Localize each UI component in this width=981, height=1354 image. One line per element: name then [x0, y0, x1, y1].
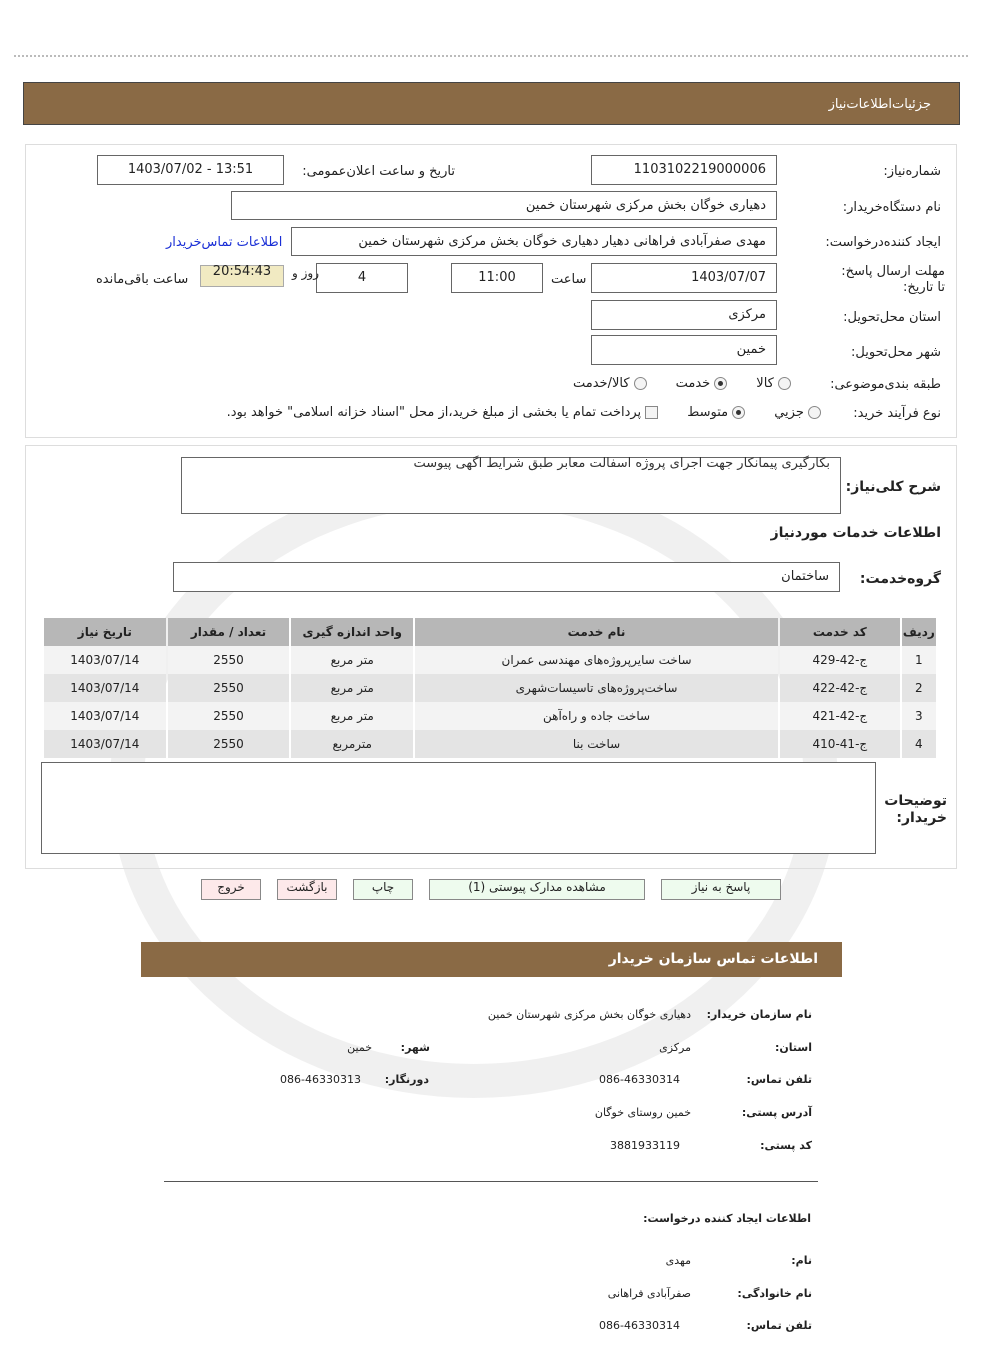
- cell-code: ج-41-410: [780, 730, 900, 758]
- col-row: ردیف: [902, 618, 936, 646]
- creator-family-label: نام خانوادگی:: [737, 1287, 812, 1300]
- creator-field: مهدی صفرآبادی فراهانی دهیار دهیاری خوگان بخش مرکزی شهرستان خمین: [291, 227, 777, 256]
- cell-name: ساخت سایرپروژه‌های مهندسی عمران: [415, 646, 778, 674]
- process-option-medium[interactable]: متوسط: [687, 405, 745, 420]
- service-group-label: گروه‌خدمت:: [859, 571, 941, 587]
- cell-qty: 2550: [168, 702, 290, 730]
- cell-name: ساخت بنا: [415, 730, 778, 758]
- cell-unit: متر مربع: [291, 646, 413, 674]
- contact-city-value: خمین: [347, 1041, 372, 1054]
- contact-org-value: دهیاری خوگان بخش مرکزی شهرستان خمین: [487, 1008, 691, 1021]
- contact-buyer-link[interactable]: اطلاعات تماس‌خریدار: [166, 235, 283, 250]
- cell-name: ساخت جاده و راه‌آهن: [415, 702, 778, 730]
- cell-unit: متر مربع: [291, 702, 413, 730]
- deadline-date-field: 1403/07/07: [591, 263, 777, 293]
- cell-qty: 2550: [168, 730, 290, 758]
- buyer-org-field: دهیاری خوگان بخش مرکزی شهرستان خمین: [231, 191, 777, 220]
- cell-code: ج-42-422: [780, 674, 900, 702]
- contact-fax-value: 086-46330313: [280, 1073, 361, 1086]
- table-header-row: [44, 618, 936, 646]
- radio-medium[interactable]: [732, 406, 745, 419]
- creator-name-value: مهدی: [665, 1254, 691, 1267]
- contact-province-value: مرکزی: [659, 1041, 691, 1054]
- creator-phone-label: تلفن تماس:: [746, 1319, 812, 1332]
- cell-row: 4: [902, 730, 936, 758]
- cell-code: ج-42-429: [780, 646, 900, 674]
- contact-phone-label: تلفن تماس:: [746, 1073, 812, 1086]
- contact-fax-label: دورنگار:: [384, 1073, 429, 1086]
- cell-date: 1403/07/14: [44, 646, 166, 674]
- contact-address-label: آدرس پستی:: [741, 1106, 812, 1119]
- contact-title: اطلاعات تماس سازمان خریدار: [608, 951, 818, 967]
- print-button[interactable]: چاپ: [353, 879, 413, 900]
- page-header: [23, 82, 960, 125]
- treasury-checkbox[interactable]: [645, 406, 658, 419]
- remaining-label: ساعت باقی‌مانده: [96, 272, 189, 287]
- cell-row: 1: [902, 646, 936, 674]
- category-options: [573, 376, 791, 391]
- exit-button[interactable]: خروج: [201, 879, 261, 900]
- days-label: روز و: [292, 266, 319, 280]
- deadline-time-label: ساعت: [551, 272, 587, 287]
- col-unit: واحد اندازه گیری: [291, 618, 413, 646]
- buyer-notes-field: [41, 762, 876, 854]
- deadline-label: مهلت ارسال پاسخ: تا تاریخ:: [841, 264, 945, 295]
- buyer-notes-label: توضیحات خریدار:: [884, 793, 947, 826]
- process-options: [227, 405, 821, 420]
- payment-note: پرداخت تمام یا بخشی از مبلغ خرید،از محل "اسناد خزانه اسلامی" خواهد بود.: [226, 405, 642, 420]
- service-group-field: ساختمان: [173, 562, 840, 592]
- contact-header: [141, 942, 842, 977]
- page-title: جزئیات‌اطلاعات‌نیاز: [828, 97, 931, 112]
- contact-phone-value: 086-46330314: [599, 1073, 680, 1086]
- contact-province-label: استان:: [775, 1041, 812, 1054]
- creator-section-title: اطلاعات ایجاد کننده درخواست:: [643, 1212, 811, 1225]
- col-name: نام خدمت: [415, 618, 778, 646]
- remaining-time-field: 20:54:43: [200, 265, 284, 287]
- table-row: [44, 730, 936, 758]
- radio-goods[interactable]: [778, 377, 791, 390]
- col-date: تاریخ نیاز: [44, 618, 166, 646]
- creator-phone-value: 086-46330314: [599, 1319, 680, 1332]
- cell-row: 3: [902, 702, 936, 730]
- category-option-service[interactable]: خدمت: [676, 376, 728, 391]
- table-row: [44, 646, 936, 674]
- cell-code: ج-42-421: [780, 702, 900, 730]
- buyer-org-label: نام دستگاه‌خریدار:: [842, 200, 941, 215]
- creator-name-label: نام:: [791, 1254, 812, 1267]
- description-label: شرح کلی‌نیاز:: [845, 479, 941, 495]
- radio-both[interactable]: [634, 377, 647, 390]
- col-qty: تعداد / مقدار: [168, 618, 290, 646]
- description-field: بکارگیری پیمانکار جهت اجرای پروژه اسفالت معابر طبق شرایط اگهی پیوست: [181, 457, 841, 514]
- contact-postal-value: 3881933119: [610, 1139, 680, 1152]
- cell-name: ساخت‌پروژه‌های تاسیسات‌شهری: [415, 674, 778, 702]
- cell-row: 2: [902, 674, 936, 702]
- announce-label: تاریخ و ساعت اعلان‌عمومی:: [302, 164, 455, 179]
- cell-qty: 2550: [168, 674, 290, 702]
- services-table: [42, 618, 938, 758]
- city-field: خمین: [591, 335, 777, 365]
- announce-field: 1403/07/02 - 13:51: [97, 155, 284, 185]
- top-divider: [14, 55, 968, 57]
- creator-family-value: صفرآبادی فراهانی: [607, 1287, 691, 1300]
- city-label: شهر محل‌تحویل:: [851, 345, 941, 360]
- table-row: [44, 702, 936, 730]
- province-field: مرکزی: [591, 300, 777, 330]
- cell-qty: 2550: [168, 646, 290, 674]
- col-code: کد خدمت: [780, 618, 900, 646]
- cell-unit: متر مربع: [291, 674, 413, 702]
- cell-unit: مترمربع: [291, 730, 413, 758]
- need-number-label: شماره‌نیاز:: [883, 164, 941, 179]
- contact-city-label: شهر:: [400, 1041, 430, 1054]
- radio-service[interactable]: [714, 377, 727, 390]
- cell-date: 1403/07/14: [44, 702, 166, 730]
- contact-org-label: نام سازمان خریدار:: [706, 1008, 812, 1021]
- cell-date: 1403/07/14: [44, 674, 166, 702]
- contact-postal-label: کد پستی:: [760, 1139, 812, 1152]
- category-option-goods[interactable]: کالا: [756, 376, 791, 391]
- province-label: استان محل‌تحویل:: [843, 310, 941, 325]
- cell-date: 1403/07/14: [44, 730, 166, 758]
- need-number-field: 1103102219000006: [591, 155, 777, 185]
- table-row: [44, 674, 936, 702]
- creator-label: ایجاد کننده‌درخواست:: [825, 235, 941, 250]
- services-section-title: اطلاعات خدمات موردنیاز: [770, 525, 941, 541]
- contact-divider: [164, 1181, 818, 1182]
- reply-button[interactable]: پاسخ به نیاز: [661, 879, 781, 900]
- contact-address-value: خمین روستای خوگان: [594, 1106, 691, 1119]
- deadline-time-field: 11:00: [451, 263, 543, 293]
- category-label: طبقه بندی‌موضوعی:: [830, 377, 941, 392]
- back-button[interactable]: بازگشت: [277, 879, 337, 900]
- process-option-minor[interactable]: جزیي: [774, 405, 821, 420]
- category-option-both[interactable]: کالا/خدمت: [573, 376, 647, 391]
- attachments-button[interactable]: مشاهده مدارک پیوستی (1): [429, 879, 645, 900]
- process-label: نوع فرآیند خرید:: [853, 406, 941, 421]
- days-field: 4: [316, 263, 408, 293]
- radio-minor[interactable]: [808, 406, 821, 419]
